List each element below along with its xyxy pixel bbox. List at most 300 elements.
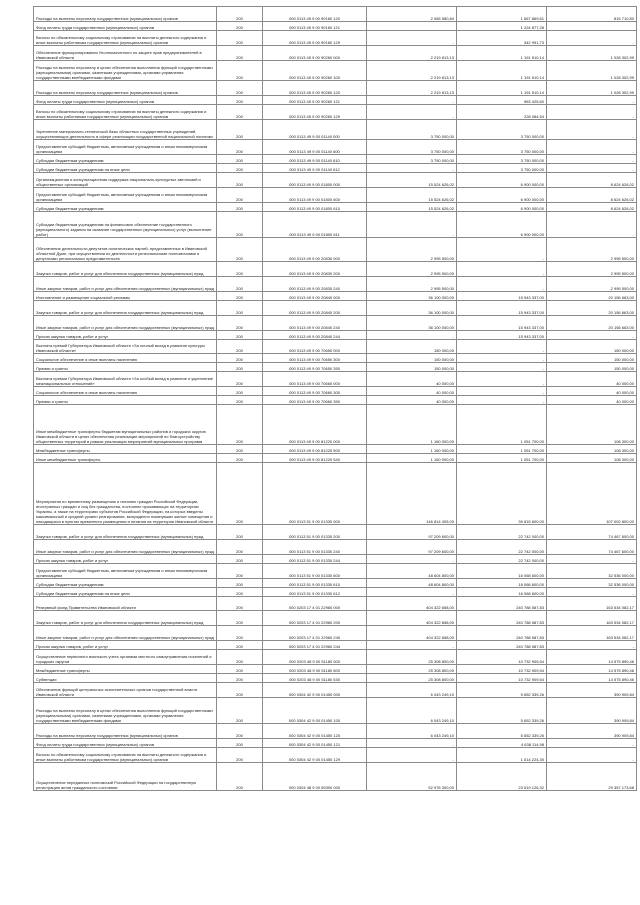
executed-amount: 15 943 337,00 xyxy=(457,301,547,316)
line-code: 200 xyxy=(217,650,263,665)
table-row xyxy=(34,665,637,674)
remaining-amount: 390 909,84 xyxy=(547,724,637,739)
budget-item-name: Прочая закупка товаров, работ и услуг xyxy=(34,641,217,650)
approved-amount xyxy=(367,22,457,31)
classification-code: 000 0113 51 9 00 01330 612 xyxy=(263,588,367,597)
line-code: 200 xyxy=(217,105,263,120)
table-row xyxy=(34,81,637,96)
table-row xyxy=(34,396,637,405)
line-code: 200 xyxy=(217,238,263,262)
approved-amount: 25 308 800,00 xyxy=(367,674,457,683)
executed-amount: 6 900 000,00 xyxy=(457,188,547,203)
classification-code: 000 0113 49 9 00 20840 240 xyxy=(263,316,367,331)
table-row xyxy=(34,331,637,340)
executed-amount: 3 750 000,00 xyxy=(457,120,547,140)
remaining-amount: 14 575 890,46 xyxy=(547,665,637,674)
remaining-amount: 390 909,84 xyxy=(547,683,637,698)
line-code: 200 xyxy=(217,155,263,164)
budget-item-name: Фонд оплаты труда государственных (муниципальных) органов xyxy=(34,96,217,105)
budget-item-name: Субсидии бюджетным учреждениям на иные цели xyxy=(34,164,217,173)
executed-amount: 240 788 587,83 xyxy=(457,611,547,626)
budget-item-name: Резервный фонд Правительства Ивановской области xyxy=(34,597,217,611)
remaining-amount: - xyxy=(547,96,637,105)
table-row xyxy=(34,155,637,164)
executed-amount: 6 900 000,00 xyxy=(457,173,547,188)
classification-code: 000 0113 49 9 00 01800 600 xyxy=(263,188,367,203)
budget-item-name: Субсидии бюджетным учреждениям xyxy=(34,579,217,588)
approved-amount: 6 043 249,10 xyxy=(367,683,457,698)
remaining-amount: 2 995 500,00 xyxy=(547,277,637,292)
executed-amount: 1 051 700,00 xyxy=(457,445,547,454)
approved-amount: 150 000,00 xyxy=(367,354,457,363)
classification-code: 000 0113 49 9 00 01140 612 xyxy=(263,164,367,173)
classification-code: 000 0113 45 9 00 90260 120 xyxy=(263,81,367,96)
line-code: 200 xyxy=(217,61,263,81)
line-code: 200 xyxy=(217,763,263,791)
executed-amount: 10 732 909,54 xyxy=(457,674,547,683)
remaining-amount: 20 156 663,00 xyxy=(547,316,637,331)
line-code: 200 xyxy=(217,579,263,588)
executed-amount: 16 068 600,00 xyxy=(457,564,547,579)
line-code: 200 xyxy=(217,405,263,445)
classification-code: 000 0113 49 9 00 20840 200 xyxy=(263,301,367,316)
remaining-amount: 40 000,00 xyxy=(547,387,637,396)
budget-item-name: Обеспечение деятельности депутатов политических партий, представленных в Ивановской областной Думе, при осуществлении их деятельности региональными полномочиями и депутатами региональных представительств xyxy=(34,238,217,262)
classification-code: 000 0113 51 9 00 01330 240 xyxy=(263,540,367,555)
table-row xyxy=(34,683,637,698)
executed-amount: 1 051 700,00 xyxy=(457,454,547,463)
line-code: 200 xyxy=(217,748,263,763)
line-code: 200 xyxy=(217,564,263,579)
table-row xyxy=(34,354,637,363)
approved-amount: 2 995 500,00 xyxy=(367,262,457,277)
classification-code: 000 0304 42 9 00 01450 000 xyxy=(263,683,367,698)
budget-item-name: Иные закупки товаров, работ и услуг для обеспечения государственных (муниципальных) нужд xyxy=(34,540,217,555)
line-code: 200 xyxy=(217,354,263,363)
executed-amount: 1 051 700,00 xyxy=(457,405,547,445)
executed-amount: 240 788 587,83 xyxy=(457,641,547,650)
remaining-amount: 108 300,00 xyxy=(547,454,637,463)
budget-item-name: Прочая закупка товаров, работ и услуг xyxy=(34,555,217,564)
classification-code: 000 0113 45 9 00 90160 120 xyxy=(263,7,367,22)
remaining-amount: - xyxy=(547,739,637,748)
remaining-amount: - xyxy=(547,641,637,650)
line-code: 200 xyxy=(217,724,263,739)
line-code: 200 xyxy=(217,331,263,340)
remaining-amount: 150 000,00 xyxy=(547,340,637,354)
remaining-amount: - xyxy=(547,105,637,120)
budget-item-name: Взносы по обязательному социальному страхованию на выплаты денежного содержания и иные выплаты работникам государственных (муниципальных) органов xyxy=(34,31,217,46)
classification-code: 000 0113 51 9 00 01330 000 xyxy=(263,463,367,525)
approved-amount: 404 322 658,00 xyxy=(367,626,457,641)
executed-amount: 10 732 909,54 xyxy=(457,650,547,665)
approved-amount: 97 209 600,00 xyxy=(367,540,457,555)
table-row xyxy=(34,650,637,665)
table-row xyxy=(34,188,637,203)
budget-execution-table xyxy=(33,6,637,791)
table-row xyxy=(34,22,637,31)
executed-amount: - xyxy=(457,396,547,405)
line-code: 200 xyxy=(217,698,263,724)
classification-code: 000 0203 48 9 00 51180 500 xyxy=(263,665,367,674)
approved-amount: 6 043 249,10 xyxy=(367,698,457,724)
budget-item-name: Расходы на выплаты персоналу государственных (муниципальных) органов xyxy=(34,81,217,96)
table-row xyxy=(34,96,637,105)
line-code: 200 xyxy=(217,363,263,372)
classification-code: 000 0113 45 9 00 90160 129 xyxy=(263,31,367,46)
remaining-amount: 2 995 500,00 xyxy=(547,262,637,277)
remaining-amount: - xyxy=(547,155,637,164)
table-row xyxy=(34,105,637,120)
remaining-amount: 20 156 663,00 xyxy=(547,301,637,316)
budget-item-name: Расходы на выплаты персоналу в целях обеспечения выполнения функций государственными (муниципальными) органами, казенными учреждениями, органами управления государственными внебюджетными фондами xyxy=(34,61,217,81)
approved-amount: 404 322 658,00 xyxy=(367,611,457,626)
table-row xyxy=(34,626,637,641)
classification-code: 000 0113 45 9 00 90160 121 xyxy=(263,22,367,31)
approved-amount: 36 100 000,00 xyxy=(367,316,457,331)
classification-code: 000 0304 42 9 00 01450 120 xyxy=(263,724,367,739)
remaining-amount xyxy=(547,22,637,31)
budget-item-name: Осуществление переданных полномочий Российской Федерации на государственную регистрацию актов гражданского состояния xyxy=(34,763,217,791)
remaining-amount: 14 575 890,46 xyxy=(547,650,637,665)
budget-item-name: Предоставление субсидий бюджетным, автономным учреждениям и иным некоммерческим организациям xyxy=(34,140,217,155)
executed-amount: 16 068 600,00 xyxy=(457,588,547,597)
remaining-amount: 74 467 600,00 xyxy=(547,525,637,540)
budget-item-name: Закупка товаров, работ и услуг для обеспечения государственных (муниципальных) нужд xyxy=(34,611,217,626)
table-row xyxy=(34,405,637,445)
line-code: 200 xyxy=(217,641,263,650)
executed-amount: - xyxy=(457,372,547,387)
table-row xyxy=(34,674,637,683)
classification-code: 000 0113 49 9 00 01140 600 xyxy=(263,140,367,155)
approved-amount: 404 322 658,00 xyxy=(367,597,457,611)
classification-code: 000 0113 49 9 00 20840 244 xyxy=(263,331,367,340)
classification-code: 000 0113 49 9 00 70660 350 xyxy=(263,396,367,405)
executed-amount: - xyxy=(457,340,547,354)
approved-amount: - xyxy=(367,96,457,105)
budget-item-name: Иные закупки товаров, работ и услуг для обеспечения государственных (муниципальных) нужд xyxy=(34,316,217,331)
classification-code: 000 0203 48 9 00 51180 530 xyxy=(263,674,367,683)
remaining-amount: 163 534 082,17 xyxy=(547,611,637,626)
budget-item-name: Расходы на выплаты персоналу государственных (муниципальных) органов xyxy=(34,724,217,739)
table-row xyxy=(34,454,637,463)
executed-amount: 10 732 909,54 xyxy=(457,665,547,674)
executed-amount: - xyxy=(457,277,547,292)
budget-item-name: Обеспечение функционирования Уполномоченного по защите прав предпринимателей в Ивановской области xyxy=(34,46,217,61)
approved-amount: 40 000,00 xyxy=(367,372,457,387)
remaining-amount: 1 028 302,99 xyxy=(547,61,637,81)
approved-amount: 6 043 249,10 xyxy=(367,724,457,739)
classification-code: 000 0304 42 9 00 01450 100 xyxy=(263,698,367,724)
table-row xyxy=(34,445,637,454)
executed-amount: - xyxy=(457,354,547,363)
classification-code: 000 0113 49 9 00 70660 000 xyxy=(263,372,367,387)
line-code: 200 xyxy=(217,340,263,354)
remaining-amount: 8 624 626,02 xyxy=(547,173,637,188)
approved-amount: - xyxy=(367,555,457,564)
executed-amount: 240 788 587,83 xyxy=(457,626,547,641)
budget-item-name: Закупка товаров, работ и услуг для обеспечения государственных (муниципальных) нужд xyxy=(34,525,217,540)
table-row xyxy=(34,238,637,262)
budget-item-name: Взносы по обязательному социальному страхованию на выплаты денежного содержания и иные выплаты работникам государственных (муниципальных) органов xyxy=(34,105,217,120)
classification-code: 000 0203 48 9 00 51180 000 xyxy=(263,650,367,665)
executed-amount: 1 224 877,28 xyxy=(457,22,547,31)
approved-amount: - xyxy=(367,641,457,650)
budget-item-name: Субсидии бюджетным учреждениям xyxy=(34,203,217,212)
table-row xyxy=(34,277,637,292)
approved-amount: - xyxy=(367,164,457,173)
executed-amount: 1 191 510,14 xyxy=(457,81,547,96)
executed-amount: 15 943 337,00 xyxy=(457,292,547,301)
classification-code: 000 0203 17 4 01 22960 200 xyxy=(263,611,367,626)
classification-code: 000 0113 49 9 00 81220 540 xyxy=(263,454,367,463)
budget-item-name: Укрепление материально-технической базы областных государственных учреждений, осуществляющих деятельность в сфере реализации государственной национальной политики xyxy=(34,120,217,140)
approved-amount: 1 160 000,00 xyxy=(367,454,457,463)
approved-amount: 1 160 000,00 xyxy=(367,405,457,445)
approved-amount: 146 814 405,00 xyxy=(367,463,457,525)
table-row xyxy=(34,61,637,81)
classification-code: 000 0113 45 9 00 90260 129 xyxy=(263,105,367,120)
executed-amount: 342 991,73 xyxy=(457,31,547,46)
table-row xyxy=(34,164,637,173)
budget-item-name: Предоставление субсидий бюджетным, автономным учреждениям и иным некоммерческим организациям xyxy=(34,564,217,579)
budget-item-name: Субсидии бюджетным учреждениям на иные цели xyxy=(34,588,217,597)
table-row xyxy=(34,120,637,140)
budget-item-name: Субсидии бюджетным учреждениям на финансовое обеспечение государственного (муниципального) задания на оказание государственных (муниципальных) услуг (выполнение работ) xyxy=(34,212,217,238)
table-row xyxy=(34,588,637,597)
budget-item-name: Субвенции xyxy=(34,674,217,683)
approved-amount: 2 065 580,84 xyxy=(367,7,457,22)
remaining-amount: 29 357 173,68 xyxy=(547,763,637,791)
classification-code: 000 0113 49 9 00 20830 240 xyxy=(263,277,367,292)
table-row xyxy=(34,340,637,354)
approved-amount: 40 000,00 xyxy=(367,396,457,405)
budget-item-name: Осуществление первичного воинского учета органами местного самоуправления поселений и городских округов xyxy=(34,650,217,665)
classification-code: 000 0113 51 9 00 01330 200 xyxy=(263,525,367,540)
approved-amount: 2 219 813,13 xyxy=(367,61,457,81)
approved-amount: - xyxy=(367,212,457,238)
line-code: 200 xyxy=(217,396,263,405)
line-code: 200 xyxy=(217,372,263,387)
classification-code: 000 0304 48 9 00 59300 000 xyxy=(263,763,367,791)
executed-amount: 6 900 000,00 xyxy=(457,203,547,212)
approved-amount: 25 308 800,00 xyxy=(367,665,457,674)
remaining-amount: 40 000,00 xyxy=(547,372,637,387)
remaining-amount: 74 467 600,00 xyxy=(547,540,637,555)
classification-code: 000 0113 49 9 00 01140 000 xyxy=(263,120,367,140)
classification-code: 000 0203 17 4 01 22960 240 xyxy=(263,626,367,641)
budget-item-name: Фонд оплаты труда государственных (муниципальных) органов xyxy=(34,22,217,31)
table-row xyxy=(34,748,637,763)
remaining-amount: 815 710,80 xyxy=(547,7,637,22)
classification-code: 000 0113 49 9 00 20830 000 xyxy=(263,238,367,262)
remaining-amount: 390 909,84 xyxy=(547,698,637,724)
table-row xyxy=(34,698,637,724)
approved-amount: 97 209 600,00 xyxy=(367,525,457,540)
budget-item-name: Мероприятия по временному размещению и питанию граждан Российской Федерации, иностранных граждан и лиц без гражданства, постоянно проживающих на территориях Украины, а также на территориях субъектов Российской Федерации, на которых введены максимальный и средний уровни реагирования, вынужденно покинувших жилые помещения и находящихся в пунктах временного размещения и питания на территории Ивановской области xyxy=(34,463,217,525)
budget-item-name: Межбюджетные трансферты xyxy=(34,665,217,674)
table-row xyxy=(34,641,637,650)
approved-amount: 150 000,00 xyxy=(367,363,457,372)
remaining-amount: 40 000,00 xyxy=(547,396,637,405)
table-row xyxy=(34,763,637,791)
approved-amount: 48 604 800,00 xyxy=(367,564,457,579)
classification-code: 000 0113 49 9 00 01800 610 xyxy=(263,203,367,212)
classification-code: 000 0113 51 9 00 01330 600 xyxy=(263,564,367,579)
line-code: 200 xyxy=(217,46,263,61)
budget-item-name: Взносы по обязательному социальному страхованию на выплаты денежного содержания и иные выплаты работникам государственных (муниципальных) органов xyxy=(34,748,217,763)
approved-amount: 2 995 500,00 xyxy=(367,238,457,262)
line-code: 200 xyxy=(217,7,263,22)
table-row xyxy=(34,564,637,579)
line-code: 200 xyxy=(217,665,263,674)
classification-code: 000 0113 51 9 00 01330 244 xyxy=(263,555,367,564)
executed-amount: 4 638 114,98 xyxy=(457,739,547,748)
approved-amount: 15 524 626,02 xyxy=(367,203,457,212)
table-row xyxy=(34,540,637,555)
remaining-amount: 8 624 626,02 xyxy=(547,188,637,203)
budget-item-name: Социальное обеспечение и иные выплаты населению xyxy=(34,354,217,363)
line-code: 200 xyxy=(217,212,263,238)
approved-amount: 25 308 800,00 xyxy=(367,650,457,665)
classification-code: 000 0113 49 9 00 70660 300 xyxy=(263,387,367,396)
line-code: 200 xyxy=(217,203,263,212)
line-code: 200 xyxy=(217,301,263,316)
line-code: 200 xyxy=(217,463,263,525)
approved-amount: - xyxy=(367,748,457,763)
table-row xyxy=(34,739,637,748)
table-row xyxy=(34,173,637,188)
line-code: 200 xyxy=(217,611,263,626)
budget-item-name: Изготовление и размещение социальной рекламы xyxy=(34,292,217,301)
remaining-amount: 8 624 626,02 xyxy=(547,203,637,212)
executed-amount: - xyxy=(457,262,547,277)
executed-amount: 3 750 000,00 xyxy=(457,164,547,173)
line-code: 200 xyxy=(217,188,263,203)
approved-amount: 2 219 813,13 xyxy=(367,46,457,61)
remaining-amount: 32 536 000,00 xyxy=(547,579,637,588)
remaining-amount: 108 300,00 xyxy=(547,405,637,445)
remaining-amount: 150 000,00 xyxy=(547,354,637,363)
classification-code: 000 0113 49 9 00 01140 610 xyxy=(263,155,367,164)
executed-amount: - xyxy=(457,363,547,372)
approved-amount: 15 524 626,02 xyxy=(367,188,457,203)
remaining-amount: 108 300,00 xyxy=(547,445,637,454)
table-row xyxy=(34,555,637,564)
executed-amount: 1 667 869,61 xyxy=(457,7,547,22)
approved-amount: - xyxy=(367,105,457,120)
table-row xyxy=(34,31,637,46)
remaining-amount: 32 536 000,00 xyxy=(547,564,637,579)
approved-amount: - xyxy=(367,739,457,748)
classification-code: 000 0113 49 9 00 01800 000 xyxy=(263,173,367,188)
table-row xyxy=(34,292,637,301)
line-code: 200 xyxy=(217,445,263,454)
budget-item-name: Межбюджетные трансферты xyxy=(34,445,217,454)
classification-code: 000 0203 17 4 01 22960 244 xyxy=(263,641,367,650)
approved-amount: 3 750 000,00 xyxy=(367,120,457,140)
approved-amount: - xyxy=(367,31,457,46)
executed-amount: 22 742 000,00 xyxy=(457,525,547,540)
line-code: 200 xyxy=(217,683,263,698)
remaining-amount: 20 156 663,00 xyxy=(547,292,637,301)
remaining-amount: - xyxy=(547,120,637,140)
classification-code: 000 0113 49 9 00 20830 200 xyxy=(263,262,367,277)
executed-amount: 16 068 600,00 xyxy=(457,579,547,588)
line-code: 200 xyxy=(217,588,263,597)
line-code: 200 xyxy=(217,81,263,96)
remaining-amount: 1 028 302,99 xyxy=(547,46,637,61)
remaining-amount: - xyxy=(547,212,637,238)
budget-item-name: Обеспечение функций центральных исполнительных органов государственной власти Ивановской области xyxy=(34,683,217,698)
table-row xyxy=(34,724,637,739)
line-code: 200 xyxy=(217,674,263,683)
line-code: 200 xyxy=(217,387,263,396)
line-code: 200 xyxy=(217,739,263,748)
executed-amount: 15 943 337,00 xyxy=(457,331,547,340)
table-row xyxy=(34,140,637,155)
budget-item-name: Прочая закупка товаров, работ и услуг xyxy=(34,331,217,340)
table-row xyxy=(34,212,637,238)
executed-amount: - xyxy=(457,387,547,396)
budget-item-name: Субсидии бюджетным учреждениям xyxy=(34,155,217,164)
table-row xyxy=(34,372,637,387)
executed-amount: 5 652 339,26 xyxy=(457,724,547,739)
table-row xyxy=(34,316,637,331)
classification-code: 000 0113 49 9 00 70650 000 xyxy=(263,340,367,354)
remaining-amount: - xyxy=(547,164,637,173)
budget-item-name: Фонд оплаты труда государственных (муниципальных) органов xyxy=(34,739,217,748)
executed-amount: 5 652 339,26 xyxy=(457,698,547,724)
table-row xyxy=(34,579,637,588)
approved-amount: 15 524 626,02 xyxy=(367,173,457,188)
executed-amount: 3 750 000,00 xyxy=(457,155,547,164)
budget-item-name: Социальное обеспечение и иные выплаты населению xyxy=(34,387,217,396)
remaining-amount: - xyxy=(547,588,637,597)
remaining-amount: 1 028 302,99 xyxy=(547,81,637,96)
executed-amount: 1 191 510,14 xyxy=(457,61,547,81)
budget-item-name: Закупка товаров, работ и услуг для обеспечения государственных (муниципальных) нужд xyxy=(34,262,217,277)
table-row xyxy=(34,203,637,212)
table-row xyxy=(34,597,637,611)
line-code: 200 xyxy=(217,454,263,463)
classification-code: 000 0113 49 9 00 01800 611 xyxy=(263,212,367,238)
line-code: 200 xyxy=(217,626,263,641)
remaining-amount: 163 534 082,17 xyxy=(547,626,637,641)
remaining-amount: - xyxy=(547,555,637,564)
classification-code: 000 0113 45 9 00 90260 000 xyxy=(263,46,367,61)
table-row xyxy=(34,301,637,316)
approved-amount: 48 604 800,00 xyxy=(367,579,457,588)
approved-amount: 2 995 500,00 xyxy=(367,277,457,292)
executed-amount: - xyxy=(457,238,547,262)
line-code: 200 xyxy=(217,597,263,611)
line-code: 200 xyxy=(217,316,263,331)
executed-amount: 39 815 600,00 xyxy=(457,463,547,525)
table-row xyxy=(34,387,637,396)
line-code: 200 xyxy=(217,31,263,46)
approved-amount: 3 750 000,00 xyxy=(367,155,457,164)
classification-code: 000 0113 49 9 00 81220 000 xyxy=(263,405,367,445)
budget-item-name: Премии и гранты xyxy=(34,363,217,372)
table-row xyxy=(34,525,637,540)
table-row xyxy=(34,46,637,61)
approved-amount: 2 219 813,13 xyxy=(367,81,457,96)
budget-item-name: Выплата премий Губернатора Ивановской области «За личный вклад в развитие культуры Ивановской области» xyxy=(34,340,217,354)
line-code: 200 xyxy=(217,140,263,155)
line-code: 200 xyxy=(217,164,263,173)
remaining-amount: - xyxy=(547,140,637,155)
